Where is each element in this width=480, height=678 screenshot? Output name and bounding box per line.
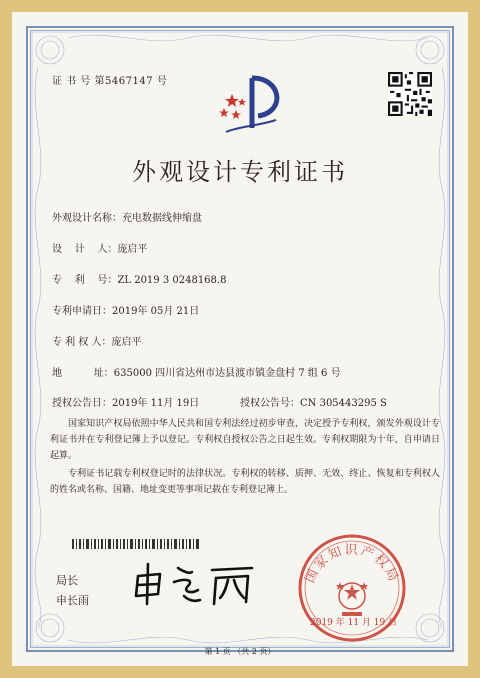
director-title: 局长 [56,574,78,587]
designer-label: 设 计 人： [52,244,118,255]
design-name-value: 充电数据线伸缩盘 [122,213,202,224]
designer-row [52,240,147,255]
certificate-paper [12,12,468,666]
design-name-row [52,209,202,224]
patentee-label: 专 利 权 人： [52,337,112,348]
barcode-strip [72,539,200,549]
grant-number-value: CN 305443295 S [300,398,387,409]
patentee-row [52,333,142,348]
patent-number-value: ZL 2019 3 0248168.8 [117,275,227,286]
page-number: 第 1 页 （共 2 页） [204,647,276,656]
grant-date-label: 授权公告日： [52,398,112,409]
handwritten-signature [130,560,260,608]
grant-number-label: 授权公告号： [240,398,300,409]
qr-code-icon [388,72,432,116]
certificate-number: 证 书 号 第5467147 号 [52,76,168,87]
legal-paragraph-1: 国家知识产权局依照中华人民共和国专利法经过初步审查，决定授予专利权，颁发外观设计专利证书并在专利登记簿上予以登记。专利权自授权公告之日起生效。专利权期限为十年，自申请日起算。 [50,419,440,461]
designer-value: 庞启平 [117,244,148,255]
grant-date-value: 2019年 11月 19日 [112,398,200,409]
director-name: 申长雨 [56,594,89,607]
design-name-label: 外观设计名称： [52,213,122,224]
cnipa-logo-icon [212,72,292,140]
address-label: 地 址： [52,368,114,379]
seal-text: 国家知识产权局 [302,543,402,586]
grant-date-row [52,394,199,409]
patentee-value: 庞启平 [111,337,142,348]
grant-number-row [240,394,387,409]
filing-date-value: 2019年 05月 21日 [112,306,200,317]
filing-date-label: 专利申请日： [52,306,112,317]
address-value: 635000 四川省达州市达县渡市镇金盘村 7 组 6 号 [113,368,341,379]
filing-date-row [52,302,199,317]
seal-date: 2019 年 11 月 19 日 [310,618,398,628]
patent-number-row [52,271,226,286]
address-row [52,364,341,379]
certificate-title: 外观设计专利证书 [132,158,348,186]
legal-paragraph-2: 专利证书记载专利权登记时的法律状况。专利权的转移、质押、无效、终止、恢复和专利权人的姓名或名称、国籍、地址变更等事项记载在专利登记簿上。 [50,469,440,495]
patent-number-label: 专 利 号： [52,275,118,286]
